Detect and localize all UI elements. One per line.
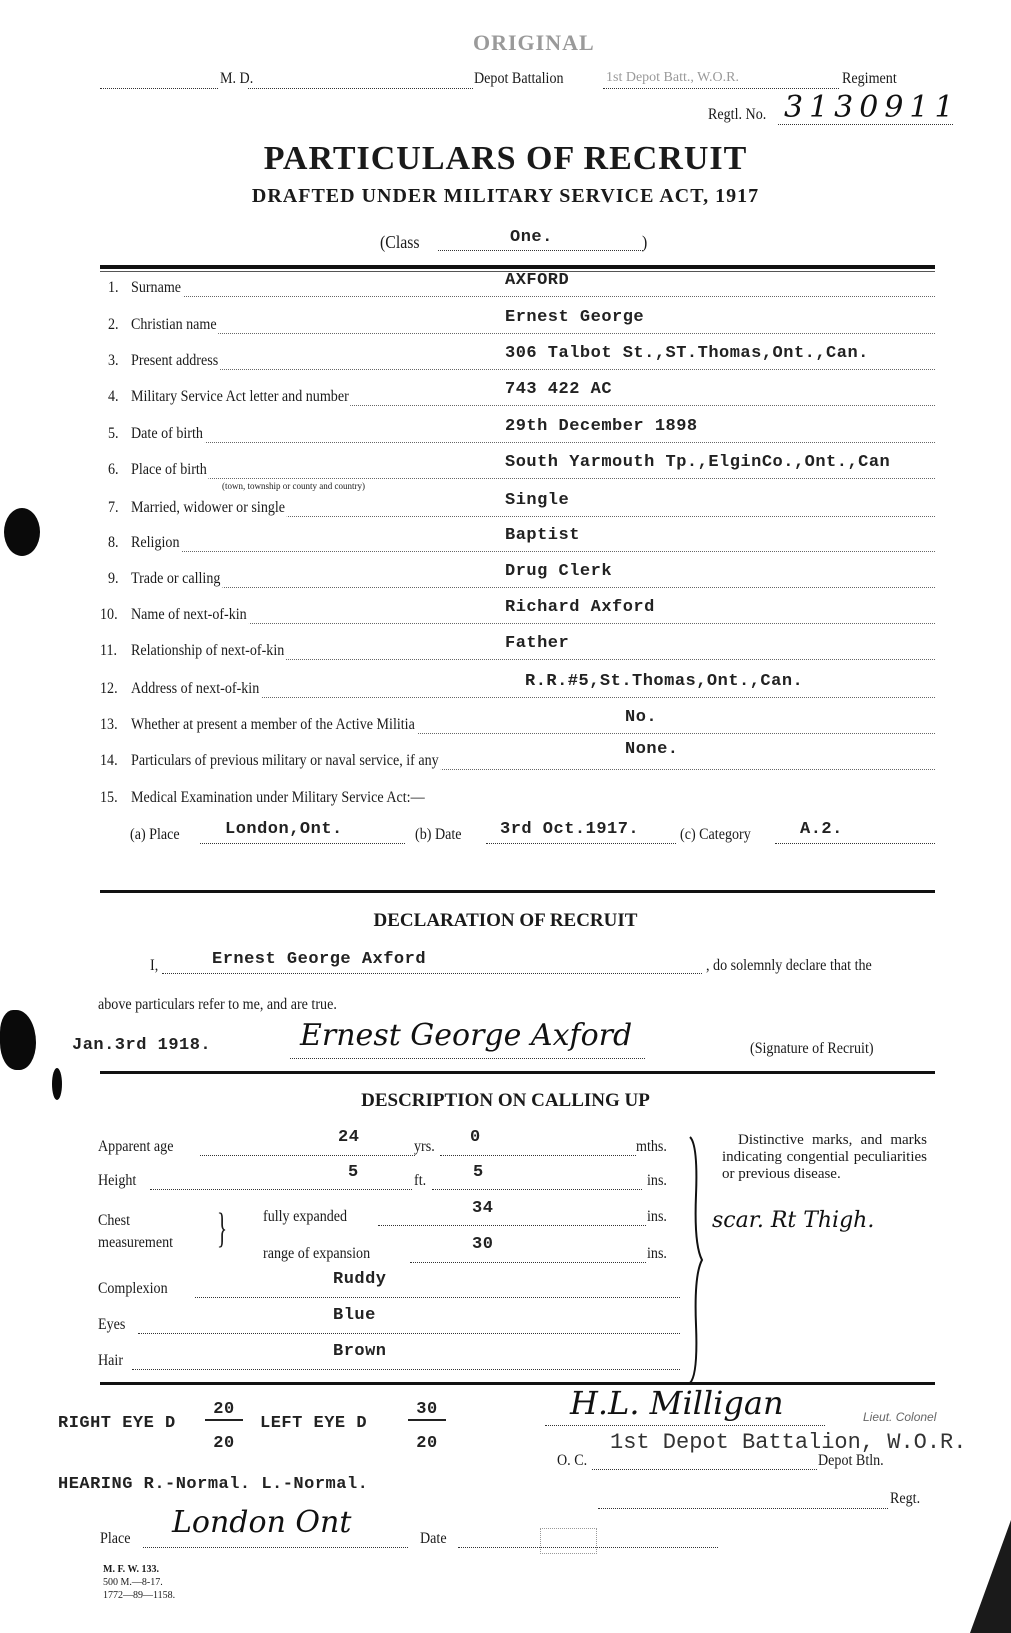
row-number: 4. bbox=[108, 388, 119, 405]
row-number: 1. bbox=[108, 279, 119, 296]
range-dotted-line bbox=[410, 1262, 646, 1263]
chest-brace-icon: } bbox=[217, 1206, 228, 1252]
row-label: Surname bbox=[131, 279, 182, 296]
depot-battalion-label: Depot Battalion bbox=[474, 70, 564, 87]
row-label: Place of birth bbox=[131, 461, 207, 478]
height-label: Height bbox=[98, 1172, 137, 1189]
row-number: 5. bbox=[108, 425, 119, 442]
age-months-value: 0 bbox=[470, 1128, 481, 1147]
regtl-no-value: 3130911 bbox=[784, 90, 960, 125]
footer-date-label: Date bbox=[420, 1530, 447, 1547]
row-value: Richard Axford bbox=[505, 598, 655, 617]
marks-heading: Distinctive marks, and marks indicating congential peculiarities or previous disease. bbox=[722, 1132, 927, 1182]
medical-category-value: A.2. bbox=[800, 820, 843, 839]
row-dotted-line bbox=[131, 296, 935, 297]
declaration-i-label: I, bbox=[150, 957, 159, 974]
form-code: 500 M.—8-17. bbox=[103, 1577, 163, 1588]
date-stamp-faded bbox=[540, 1528, 597, 1554]
row-number: 7. bbox=[108, 499, 119, 516]
right-eye-numerator: 20 bbox=[205, 1400, 243, 1421]
form-code: 1772—89—1158. bbox=[103, 1590, 176, 1601]
footer-place-label: Place bbox=[100, 1530, 131, 1547]
declaration-name-value: Ernest George Axford bbox=[212, 950, 427, 969]
row-value: 29th December 1898 bbox=[505, 417, 698, 436]
row-dotted-line bbox=[131, 442, 935, 443]
declaration-line2: above particulars refer to me, and are true. bbox=[98, 996, 337, 1013]
eyes-dotted-line bbox=[138, 1333, 680, 1334]
mths-label: mths. bbox=[636, 1138, 667, 1155]
row-dotted-line bbox=[131, 551, 935, 552]
unit-stamp: 1st Depot Battalion, W.O.R. bbox=[610, 1430, 967, 1455]
officer-signature: H.L. Milligan bbox=[570, 1384, 784, 1422]
fully-expanded-dotted-line bbox=[378, 1225, 646, 1226]
medical-date-dotted-line bbox=[486, 843, 676, 844]
left-eye-denominator: 20 bbox=[416, 1434, 438, 1453]
row-dotted-line bbox=[131, 587, 935, 588]
class-value: One. bbox=[510, 228, 553, 247]
row-number: 14. bbox=[100, 752, 118, 769]
row-number: 13. bbox=[100, 716, 118, 733]
eyes-label: Eyes bbox=[98, 1316, 126, 1333]
hearing-text: HEARING R.-Normal. L.-Normal. bbox=[58, 1475, 369, 1494]
hair-dotted-line bbox=[132, 1369, 680, 1370]
right-eye-denominator: 20 bbox=[213, 1434, 235, 1453]
medical-place-label: (a) Place bbox=[130, 826, 180, 843]
ft-label: ft. bbox=[414, 1172, 427, 1189]
left-eye-label: LEFT EYE D bbox=[260, 1414, 368, 1433]
row-label: Present address bbox=[131, 352, 219, 369]
signature-label: (Signature of Recruit) bbox=[750, 1040, 874, 1057]
fully-expanded-ins: ins. bbox=[647, 1208, 667, 1225]
officer-rank-stamp: Lieut. Colonel bbox=[863, 1410, 937, 1424]
medical-date-value: 3rd Oct.1917. bbox=[500, 820, 640, 839]
row-label: Married, widower or single bbox=[131, 499, 286, 516]
left-eye-numerator: 30 bbox=[408, 1400, 446, 1421]
ink-blot-middle bbox=[0, 1010, 36, 1070]
row-number: 2. bbox=[108, 316, 119, 333]
md-label: M. D. bbox=[220, 70, 254, 87]
age-dotted-line bbox=[200, 1155, 415, 1156]
row-number: 11. bbox=[100, 642, 118, 659]
footer-place-dotted-line bbox=[143, 1547, 408, 1548]
complexion-dotted-line bbox=[195, 1297, 680, 1298]
complexion-value: Ruddy bbox=[333, 1270, 387, 1289]
officer-signature-dotted-line bbox=[545, 1425, 825, 1426]
row-label: Military Service Act letter and number bbox=[131, 388, 349, 405]
row-value: AXFORD bbox=[505, 271, 570, 290]
age-years-value: 24 bbox=[338, 1128, 360, 1147]
chest-label-1: Chest bbox=[98, 1212, 131, 1229]
form-code: M. F. W. 133. bbox=[103, 1564, 160, 1575]
oc-dotted-line bbox=[592, 1469, 817, 1470]
right-eye-label: RIGHT EYE D bbox=[58, 1414, 176, 1433]
ink-blot-top bbox=[4, 508, 40, 556]
row-number: 12. bbox=[100, 680, 118, 697]
row-value: Single bbox=[505, 491, 570, 510]
row-value: None. bbox=[625, 740, 679, 759]
row-dotted-line bbox=[131, 333, 935, 334]
range-ins: ins. bbox=[647, 1245, 667, 1262]
medical-date-label: (b) Date bbox=[415, 826, 462, 843]
row-dotted-line bbox=[131, 369, 935, 370]
page-subtitle: DRAFTED UNDER MILITARY SERVICE ACT, 1917 bbox=[251, 185, 760, 207]
row-value: 743 422 AC bbox=[505, 380, 613, 399]
page-title: PARTICULARS OF RECRUIT bbox=[263, 140, 748, 177]
height-ft-dotted-line bbox=[150, 1189, 412, 1190]
row-dotted-line bbox=[131, 478, 935, 479]
class-dotted-line bbox=[438, 250, 643, 251]
row-label: Particulars of previous military or naval service, if any bbox=[131, 752, 439, 769]
height-in-dotted-line bbox=[432, 1189, 642, 1190]
row-number: 9. bbox=[108, 570, 119, 587]
divider-declaration bbox=[100, 1071, 935, 1074]
marks-brace-icon bbox=[686, 1135, 708, 1385]
ink-mark-small bbox=[52, 1068, 62, 1100]
row-value: R.R.#5,St.Thomas,Ont.,Can. bbox=[525, 672, 804, 691]
footer-place-signature: London Ont bbox=[172, 1505, 352, 1540]
md-line bbox=[100, 88, 218, 89]
fully-expanded-value: 34 bbox=[472, 1199, 494, 1218]
oc-label: O. C. bbox=[557, 1452, 588, 1469]
regiment-label: Regiment bbox=[842, 70, 897, 87]
age-label: Apparent age bbox=[98, 1138, 174, 1155]
row-number: 8. bbox=[108, 534, 119, 551]
row-label: Relationship of next-of-kin bbox=[131, 642, 285, 659]
medical-place-value: London,Ont. bbox=[225, 820, 343, 839]
eyes-value: Blue bbox=[333, 1306, 376, 1325]
divider-description bbox=[100, 1382, 935, 1385]
fully-expanded-label: fully expanded bbox=[263, 1208, 348, 1225]
regtl-no-label: Regtl. No. bbox=[708, 106, 767, 123]
declaration-date: Jan.3rd 1918. bbox=[72, 1036, 212, 1055]
height-ft-value: 5 bbox=[348, 1163, 359, 1182]
row-label: Religion bbox=[131, 534, 180, 551]
row-value: No. bbox=[625, 708, 658, 727]
row-dotted-line bbox=[131, 623, 935, 624]
row-label: Christian name bbox=[131, 316, 217, 333]
marks-value: scar. Rt Thigh. bbox=[712, 1208, 875, 1233]
depot-btln-label: Depot Btln. bbox=[818, 1452, 884, 1469]
hair-value: Brown bbox=[333, 1342, 387, 1361]
row-number: 6. bbox=[108, 461, 119, 478]
row-label: Medical Examination under Military Service Act:— bbox=[131, 789, 425, 806]
row-number: 10. bbox=[100, 606, 118, 623]
recruit-signature: Ernest George Axford bbox=[300, 1018, 633, 1053]
regt-label: Regt. bbox=[890, 1490, 921, 1507]
medical-place-dotted-line bbox=[200, 843, 405, 844]
class-close: ) bbox=[642, 232, 648, 252]
chest-label-2: measurement bbox=[98, 1234, 174, 1251]
ins-label: ins. bbox=[647, 1172, 667, 1189]
description-heading: DESCRIPTION ON CALLING UP bbox=[361, 1090, 650, 1111]
signature-dotted-line bbox=[290, 1058, 645, 1059]
range-label: range of expansion bbox=[263, 1245, 371, 1262]
regt-dotted-line bbox=[598, 1508, 888, 1509]
row-label: Date of birth bbox=[131, 425, 203, 442]
md-dotted-line bbox=[248, 88, 473, 89]
declaration-name-dotted-line bbox=[162, 973, 702, 974]
hair-label: Hair bbox=[98, 1352, 124, 1369]
row-number: 15. bbox=[100, 789, 118, 806]
months-dotted-line bbox=[440, 1155, 636, 1156]
row-number: 3. bbox=[108, 352, 119, 369]
divider-top bbox=[100, 265, 935, 269]
row-label: Trade or calling bbox=[131, 570, 221, 587]
complexion-label: Complexion bbox=[98, 1280, 168, 1297]
depot-battalion-dotted-line bbox=[603, 88, 839, 89]
height-in-value: 5 bbox=[473, 1163, 484, 1182]
row-value: Father bbox=[505, 634, 570, 653]
class-label: (Class bbox=[380, 232, 420, 252]
row-value: South Yarmouth Tp.,ElginCo.,Ont.,Can bbox=[505, 453, 891, 472]
medical-category-label: (c) Category bbox=[680, 826, 751, 843]
row-label: Whether at present a member of the Active Militia bbox=[131, 716, 415, 733]
original-stamp: ORIGINAL bbox=[473, 30, 595, 55]
page-corner-shadow bbox=[950, 1520, 1011, 1633]
yrs-label: yrs. bbox=[414, 1138, 435, 1155]
row-value: Drug Clerk bbox=[505, 562, 613, 581]
declaration-solemn-text: , do solemnly declare that the bbox=[706, 957, 872, 974]
row-label: Address of next-of-kin bbox=[131, 680, 260, 697]
row-value: Ernest George bbox=[505, 308, 645, 327]
medical-category-dotted-line bbox=[775, 843, 935, 844]
declaration-heading: DECLARATION OF RECRUIT bbox=[373, 910, 638, 931]
row-value: 306 Talbot St.,ST.Thomas,Ont.,Can. bbox=[505, 344, 869, 363]
form-codes bbox=[103, 1563, 175, 1602]
range-value: 30 bbox=[472, 1235, 494, 1254]
depot-battalion-stamp: 1st Depot Batt., W.O.R. bbox=[606, 70, 740, 85]
row-value: Baptist bbox=[505, 526, 580, 545]
row-sublabel: (town, township or county and country) bbox=[222, 481, 365, 491]
divider-medical bbox=[100, 890, 935, 893]
row-label: Name of next-of-kin bbox=[131, 606, 247, 623]
